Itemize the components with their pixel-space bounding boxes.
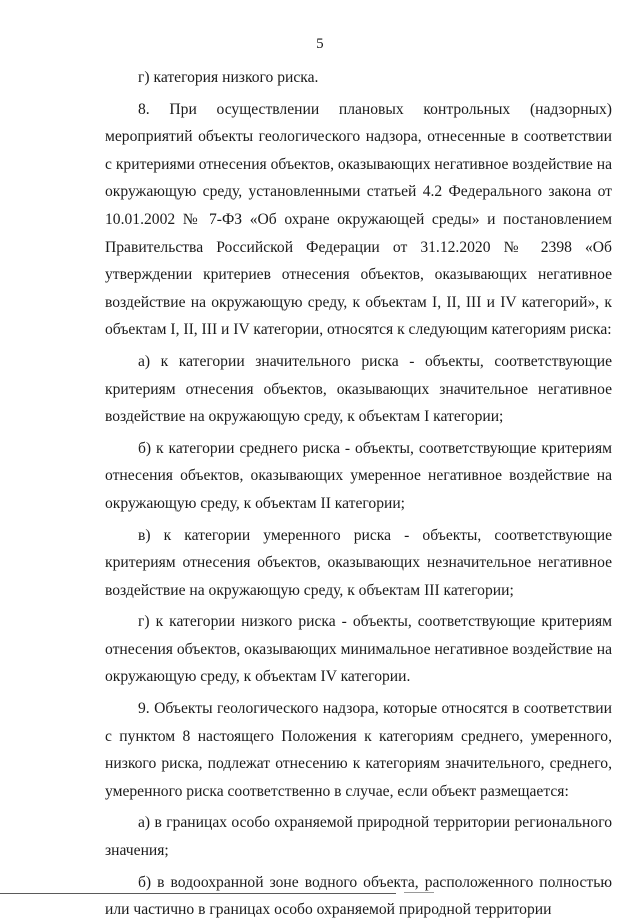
paragraph-7g: г) категория низкого риска.: [138, 69, 319, 86]
paragraph-8b: б) к категории среднего риска - объекты, соответствующие критериям отнесения объектов, оказывающих умеренное негативное воздействие на окружающую среду, к объектам II категории;: [105, 439, 612, 512]
paragraph-9b: б) в водоохранной зоне водного объекта, расположенного полностью или частично в границах особо охраняемой природной территории: [105, 873, 612, 919]
paragraph-8v: в) к категории умеренного риска - объекты, соответствующие критериям отнесения объектов, оказывающих незначительное негативное воздействие на окружающую среду, к объектам III категории;: [105, 526, 612, 599]
paragraph-8g: г) к категории низкого риска - объекты, соответствующие критериям отнесения объектов, оказывающих минимальное негативное воздействие на окружающую среду, к объектам IV категории.: [105, 613, 612, 686]
document-body: [105, 64, 612, 924]
paragraph-8: 8. При осуществлении плановых контрольных (надзорных) мероприятий объекты геологического надзора, отнесенные в соответствии с критериями отнесения объектов, оказывающих негативное воздействие на окружающую среду, установленными статьей 4.2 Федерального закона от 10.01.2002 № 7-ФЗ «Об охране окружающей среды» и постановлением Правительства Российской Федерации от 31.12.2020 № 2398 «Об утверждении критериев отнесения объектов, оказывающих негативное воздействие на окружающую среду, к объектам I, II, III и IV категорий», к объектам I, II, III и IV категории, относятся к следующим категориям риска:: [105, 100, 612, 339]
paragraph-8a: а) к категории значительного риска - объекты, соответствующие критериям отнесения объектов, оказывающих значительное негативное воздействие на окружающую среду, к объектам I категории;: [105, 352, 612, 426]
footer-rule: [0, 893, 396, 894]
footer-rule-fragment: [404, 892, 434, 893]
page-number: 5: [316, 36, 324, 52]
paragraph-9: 9. Объекты геологического надзора, которые относятся в соответствии с пунктом 8 настоящего Положения к категориям среднего, умеренного, низкого риска, подлежат отнесению к категориям значительного, среднего, умеренного риска соответственно в случае, если объект размещается:: [105, 700, 612, 800]
paragraph-9a: а) в границах особо охраняемой природной территории регионального значения;: [105, 814, 612, 860]
